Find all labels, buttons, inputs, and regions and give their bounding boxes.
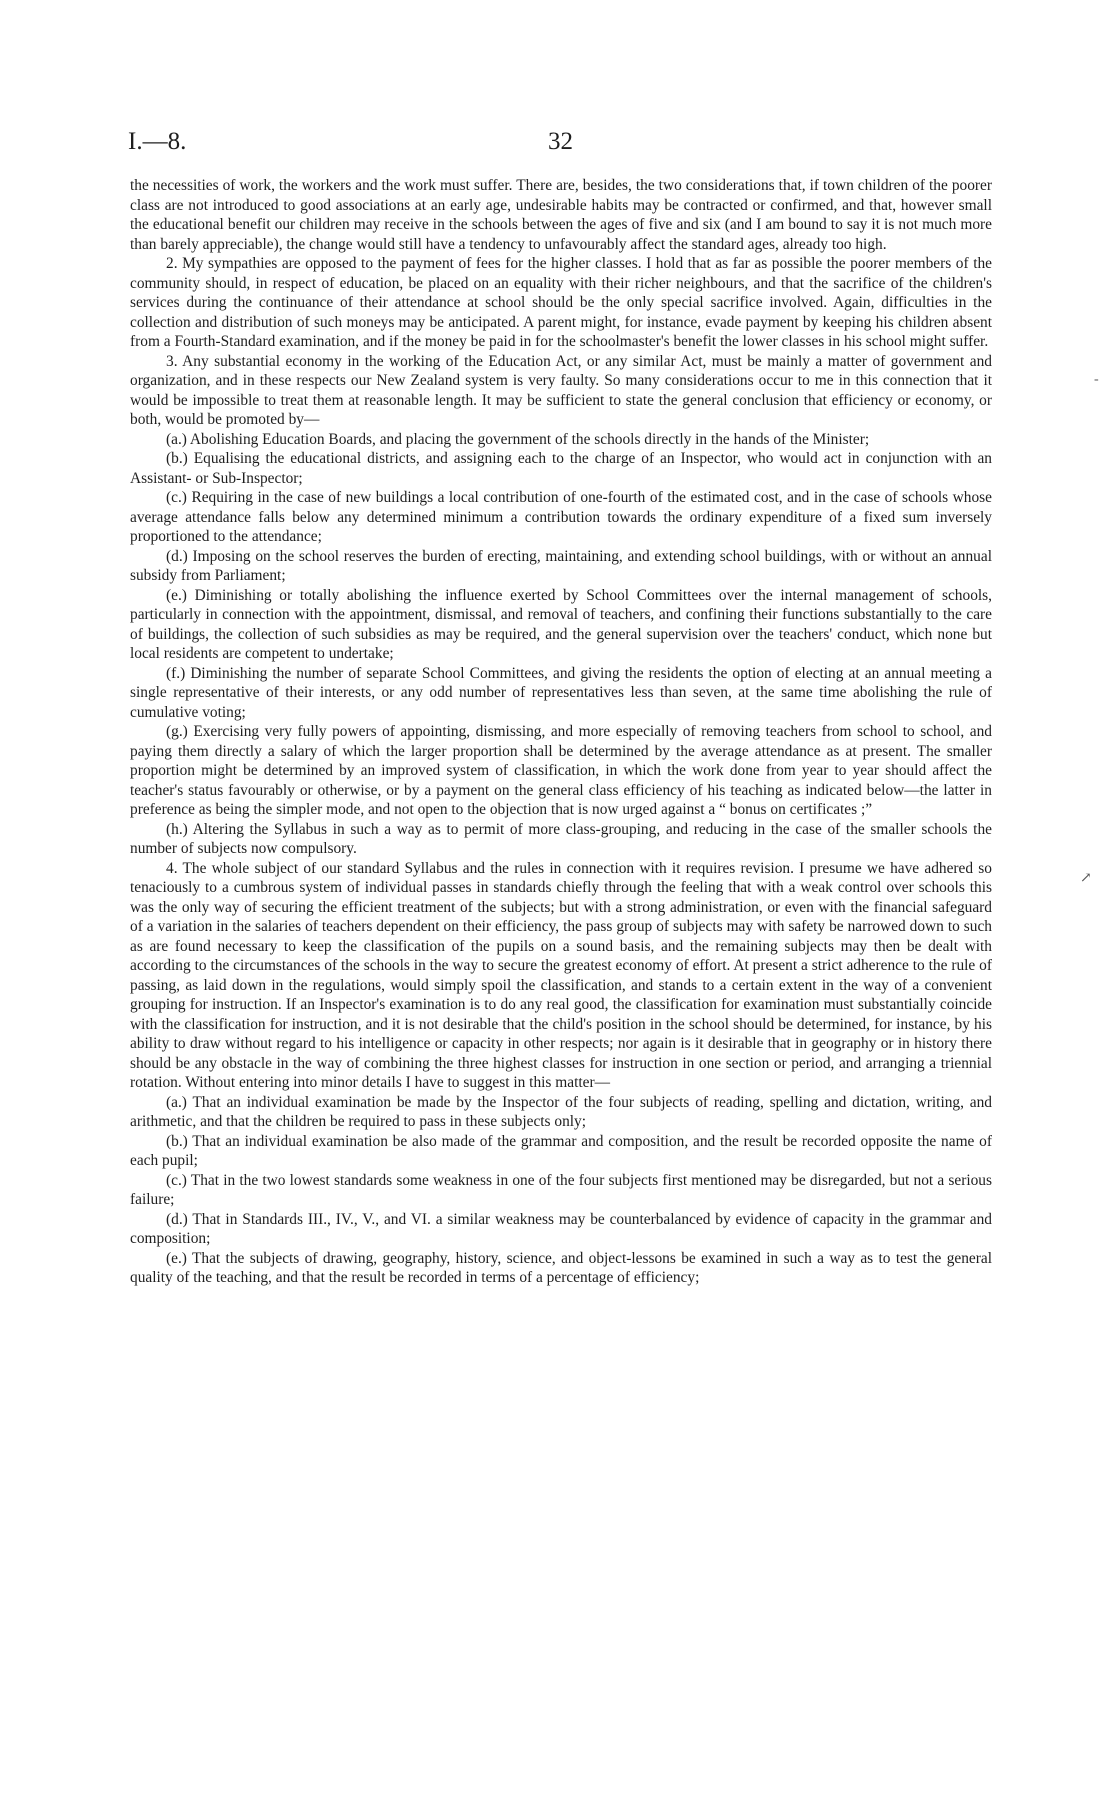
list-item-4c: (c.) That in the two lowest standards some weakness in one of the four subjects first mentioned may be disregarded, but not a serious failure; bbox=[130, 1171, 992, 1208]
paragraph-2-fees: 2. My sympathies are opposed to the payment of fees for the higher classes. I hold that as far as possible the poorer members of the community should, in respect of education, be placed on an equality with their richer neighbours, and that the sacrifice of the children's services during the continuance of their attendance at school should be the only special sacrifice involved. Again, difficulties in the collection and distribution of such moneys may be anticipated. A parent might, for instance, evade payment by keeping his children absent from a Fourth-Standard examination, and if the money be paid in for the schoolmaster's benefit the lower classes in his school might suffer. bbox=[130, 255, 992, 350]
margin-mark: - bbox=[1094, 372, 1099, 387]
list-item-4d: (d.) That in Standards III., IV., V., and VI. a similar weakness may be counterbalanced by evidence of capacity in the grammar and composition; bbox=[130, 1210, 992, 1247]
list-item-3h: (h.) Altering the Syllabus in such a way as to permit of more class-grouping, and reducing in the case of the smaller schools the number of subjects now compulsory. bbox=[130, 820, 992, 857]
list-item-4e: (e.) That the subjects of drawing, geography, history, science, and object-lessons be examined in such a way as to test the general quality of the teaching, and that the result be recorded in terms of a percentage of efficiency; bbox=[130, 1249, 992, 1286]
list-item-3d: (d.) Imposing on the school reserves the burden of erecting, maintaining, and extending school buildings, with or without an annual subsidy from Parliament; bbox=[130, 547, 992, 584]
body-text bbox=[130, 176, 992, 1288]
paragraph-continuation: the necessities of work, the workers and the work must suffer. There are, besides, the two considerations that, if town children of the poorer class are not introduced to good associations at an early age, undesirable habits may be contracted or confirmed, and that, however small the educational benefit our children may receive in the schools between the ages of five and six (and I am bound to say it is not much more than barely appreciable), the change would still have a tendency to unfavourably affect the standard ages, already too high. bbox=[130, 177, 992, 253]
document-reference: I.—8. bbox=[128, 128, 187, 155]
list-item-3g: (g.) Exercising very fully powers of appointing, dismissing, and more especially of removing teachers from school to school, and paying them directly a salary of which the larger proportion shall be determined by the average attendance as at present. The smaller proportion might be determined by an improved system of classification, in which the work done from year to year should affect the teacher's status favourably or otherwise, or by a payment on the general class efficiency of his teaching as indicated below—the latter in preference as being the simpler mode, and not open to the objection that is now urged against a “ bonus on certificates ;” bbox=[130, 723, 992, 818]
list-item-3a: (a.) Abolishing Education Boards, and placing the government of the schools directly in the hands of the Minister; bbox=[166, 430, 870, 448]
list-item-4b: (b.) That an individual examination be also made of the grammar and composition, and the result be recorded opposite the name of each pupil; bbox=[130, 1132, 992, 1169]
list-item-3b: (b.) Equalising the educational districts, and assigning each to the charge of an Inspector, who would act in conjunction with an Assistant- or Sub-Inspector; bbox=[130, 450, 992, 487]
margin-mark: ↗ bbox=[1080, 871, 1092, 886]
page-header bbox=[128, 128, 988, 168]
list-item-3c: (c.) Requiring in the case of new buildings a local contribution of one-fourth of the estimated cost, and in the case of schools whose average attendance falls below any determined minimum a contribution towards the ordinary expenditure of a fixed sum inversely proportioned to the attendance; bbox=[130, 489, 992, 545]
page-number: 32 bbox=[548, 128, 573, 155]
paragraph-4-syllabus: 4. The whole subject of our standard Syllabus and the rules in connection with it requires revision. I presume we have adhered so tenaciously to a cumbrous system of individual passes in standards chiefly through the feeling that with a weak control over schools this was the only way of securing the efficient treatment of the subjects; but with a strong administration, or even with the financial safeguard of a variation in the salaries of teachers dependent on their efficiency, the pass group of subjects may with safety be narrowed down to such as are found necessary to keep the classification of the pupils on a sound basis, and the remaining subjects may then be dealt with according to the circumstances of the schools in the way to secure the greatest economy of effort. At present a strict adherence to the rule of passing, as laid down in the regulations, would simply spoil the classification, and stands to a certain extent in the way of a convenient grouping for instruction. If an Inspector's examination is to do any real good, the classification for examination must substantially coincide with the classification for instruction, and it is not desirable that the child's position in the school should be determined, for instance, by his ability to draw without regard to his intelligence or capacity in other respects; nor again is it desirable that in geography or in history there should be any obstacle in the way of combining the three highest classes for instruction in one section or period, and arranging a triennial rotation. Without entering into minor details I have to suggest in this matter— bbox=[130, 859, 992, 1091]
list-item-3f: (f.) Diminishing the number of separate School Committees, and giving the residents the option of electing at an annual meeting a single representative of their interests, or any odd number of representatives less than seven, at the same time abolishing the rule of cumulative voting; bbox=[130, 664, 992, 721]
paragraph-3-economy: 3. Any substantial economy in the working of the Education Act, or any similar Act, must be mainly a matter of government and organization, and in these respects our New Zealand system is very faulty. So many considerations occur to me in this connection that it would be impossible to treat them at reasonable length. It may be sufficient to state the general conclusion that efficiency or economy, or both, would be promoted by— bbox=[130, 352, 992, 428]
list-item-4a: (a.) That an individual examination be made by the Inspector of the four subjects of reading, spelling and dictation, writing, and arithmetic, and that the children be required to pass in these subjects only; bbox=[130, 1093, 992, 1130]
list-item-3e: (e.) Diminishing or totally abolishing the influence exerted by School Committees over the internal management of schools, particularly in connection with the appointment, dismissal, and removal of teachers, and confining their functions substantially to the care of buildings, the collection of such subsidies as may be required, and the general supervision over the teachers' conduct, which none but local residents are competent to undertake; bbox=[130, 586, 992, 662]
